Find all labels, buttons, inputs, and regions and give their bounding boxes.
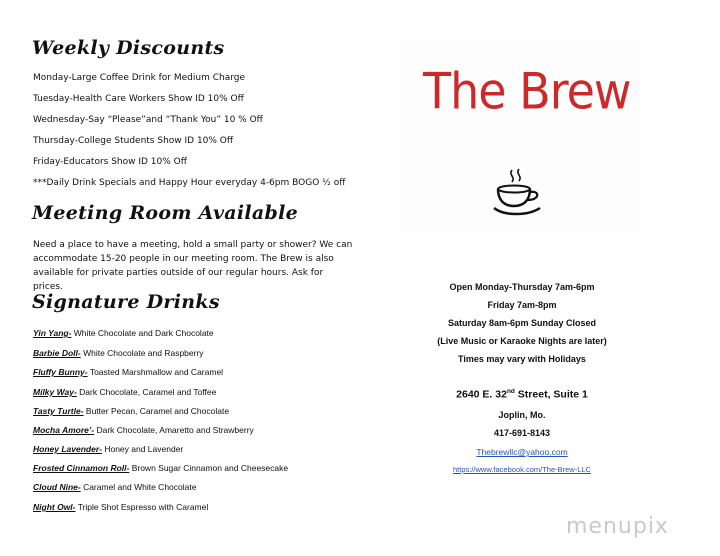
email-link[interactable]: Thebrewllc@yahoo.com	[476, 447, 568, 457]
hours-weekdays: Open Monday-Thursday 7am-6pm	[449, 282, 595, 292]
drink-item	[33, 406, 229, 416]
drink-item	[33, 367, 223, 377]
hours-friday: Friday 7am-8pm	[487, 300, 557, 310]
drink-name: Fluffy Bunny-	[33, 367, 88, 377]
discount-wednesday: Wednesday-Say “Please”and “Thank You” 10 % Off	[33, 115, 263, 125]
address-street-number: 2640 E. 32	[456, 388, 507, 401]
drink-item	[33, 387, 216, 397]
facebook-link[interactable]: https://www.facebook.com/The-Brew-LLC	[453, 465, 591, 474]
drink-desc: Dark Chocolate, Caramel and Toffee	[76, 387, 217, 397]
drink-name: Mocha Amore’-	[33, 425, 95, 435]
drink-item	[33, 444, 183, 454]
drink-name: Milky Way-	[33, 387, 77, 397]
drink-desc: Dark Chocolate, Amaretto and Strawberry	[94, 425, 254, 435]
address-ordinal: nd	[506, 388, 515, 395]
drink-name: Night Owl-	[33, 502, 76, 512]
drink-item	[33, 482, 196, 492]
drink-desc: White Chocolate and Dark Chocolate	[71, 328, 214, 338]
coffee-cup-icon	[490, 168, 552, 218]
drink-desc: Honey and Lavender	[101, 444, 184, 454]
drink-desc: Brown Sugar Cinnamon and Cheesecake	[129, 463, 289, 473]
drink-item	[33, 348, 204, 358]
hours-weekend: Saturday 8am-6pm Sunday Closed	[447, 318, 597, 328]
brand-logo: The Brew	[423, 61, 631, 121]
discount-tuesday: Tuesday-Health Care Workers Show ID 10% Off	[33, 94, 244, 104]
hours-live-music: (Live Music or Karaoke Nights are later)	[437, 336, 607, 346]
address-street-name: Street, Suite 1	[514, 388, 588, 401]
weekly-discounts-heading: Weekly Discounts	[32, 37, 225, 59]
hours-holidays: Times may vary with Holidays	[458, 354, 586, 364]
drink-name: Barbie Doll-	[33, 348, 81, 358]
drink-item	[33, 425, 254, 435]
discount-thursday: Thursday-College Students Show ID 10% Off	[33, 136, 234, 146]
phone-number: 417-691-8143	[493, 428, 551, 438]
drink-desc: Triple Shot Espresso with Caramel	[75, 502, 209, 512]
discount-monday: Monday-Large Coffee Drink for Medium Charge	[33, 73, 246, 83]
drink-item	[33, 502, 208, 512]
discount-friday: Friday-Educators Show ID 10% Off	[33, 157, 187, 167]
drink-desc: Toasted Marshmallow and Caramel	[87, 367, 224, 377]
drink-desc: Butter Pecan, Caramel and Chocolate	[83, 406, 230, 416]
daily-specials: ***Daily Drink Specials and Happy Hour everyday 4-6pm BOGO ½ off	[33, 178, 346, 188]
address	[400, 388, 644, 401]
drink-item	[33, 463, 288, 473]
drink-name: Yin Yang-	[33, 328, 72, 338]
meeting-room-heading: Meeting Room Available	[32, 202, 299, 224]
drink-name: Cloud Nine-	[33, 482, 81, 492]
signature-drinks-heading: Signature Drinks	[32, 291, 220, 313]
city: Joplin, Mo.	[498, 410, 546, 420]
meeting-room-text: Need a place to have a meeting, hold a small party or shower? We can accommodate 15-20 people in our meeting room. The Brew is also available for private parties outside of our regular hours. Ask for prices.	[33, 240, 353, 292]
watermark: menupix	[566, 514, 669, 539]
drink-name: Honey Lavender-	[33, 444, 102, 454]
drink-name: Tasty Turtle-	[33, 406, 84, 416]
drink-name: Frosted Cinnamon Roll-	[33, 463, 130, 473]
drink-item	[33, 328, 214, 338]
drink-desc: Caramel and White Chocolate	[80, 482, 197, 492]
drink-desc: White Chocolate and Raspberry	[80, 348, 204, 358]
